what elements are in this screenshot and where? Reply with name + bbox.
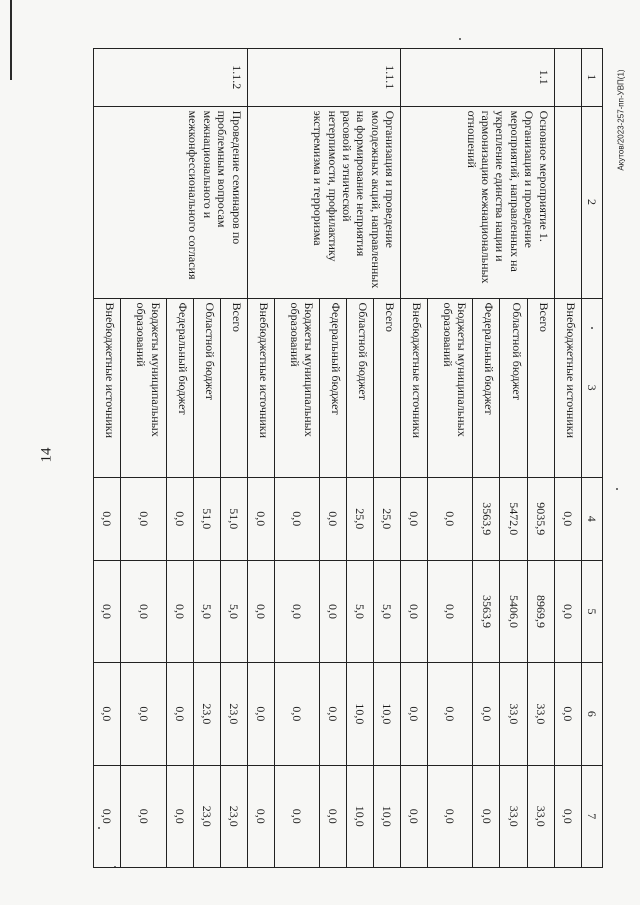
scan-edge-mark — [10, 0, 12, 80]
header-cell: 1 — [581, 49, 602, 107]
table-row — [220, 49, 247, 868]
header-cell: 4 — [581, 477, 602, 560]
funding-source-cell: Федеральный бюджет — [319, 298, 346, 477]
amount-cell: 0,0 — [554, 765, 581, 867]
amount-cell: 0,0 — [166, 477, 193, 560]
amount-cell: 10,0 — [374, 765, 401, 867]
header-cell: 7 — [581, 765, 602, 867]
amount-cell: 33,0 — [500, 765, 527, 867]
amount-cell: 33,0 — [527, 663, 554, 765]
amount-cell: 51,0 — [193, 477, 220, 560]
header-cell: 5 — [581, 560, 602, 662]
amount-cell: 0,0 — [247, 663, 274, 765]
amount-cell: 0,0 — [319, 560, 346, 662]
amount-cell: 0,0 — [121, 663, 166, 765]
activity-name-cell: Организация и проведение молодежных акций, направленных на формирование неприятия расовой и этнической нетерпимости, профилактику экстремизма и терроризма — [247, 106, 400, 298]
amount-cell: 3563,9 — [473, 560, 500, 662]
amount-cell: 0,0 — [473, 663, 500, 765]
table-row — [554, 49, 581, 868]
amount-cell: 0,0 — [401, 477, 428, 560]
amount-cell: 5,0 — [347, 560, 374, 662]
amount-cell: 0,0 — [274, 663, 319, 765]
funding-source-cell: Внебюджетные источники — [247, 298, 274, 477]
amount-cell: 0,0 — [428, 477, 473, 560]
amount-cell: 23,0 — [220, 663, 247, 765]
funding-source-cell: Областной бюджет — [500, 298, 527, 477]
table-header-row — [581, 49, 602, 868]
amount-cell: 0,0 — [428, 765, 473, 867]
funding-table — [93, 48, 603, 868]
amount-cell: 0,0 — [473, 765, 500, 867]
activity-name-cell: Проведение семинаров по проблемным вопросам межнационального и межконфессионального согласия — [94, 106, 248, 298]
amount-cell: 5406,0 — [500, 560, 527, 662]
activity-code-cell — [554, 49, 581, 107]
amount-cell: 51,0 — [220, 477, 247, 560]
amount-cell: 5472,0 — [500, 477, 527, 560]
activity-code-cell: 1.1.1 — [247, 49, 400, 107]
table-row — [527, 49, 554, 868]
activity-code-cell: 1.1 — [401, 49, 554, 107]
amount-cell: 3563,9 — [473, 477, 500, 560]
amount-cell: 0,0 — [554, 560, 581, 662]
amount-cell: 0,0 — [274, 765, 319, 867]
amount-cell: 10,0 — [347, 663, 374, 765]
funding-source-cell: Внебюджетные источники — [401, 298, 428, 477]
amount-cell: 0,0 — [166, 663, 193, 765]
funding-source-cell: Всего — [527, 298, 554, 477]
document-code: Акутов/2023-257-пп-УВП(1) — [616, 69, 626, 171]
amount-cell: 23,0 — [193, 663, 220, 765]
funding-source-cell: Федеральный бюджет — [166, 298, 193, 477]
amount-cell: 0,0 — [247, 477, 274, 560]
scan-speck — [459, 38, 461, 40]
amount-cell: 0,0 — [554, 663, 581, 765]
funding-source-cell: Федеральный бюджет — [473, 298, 500, 477]
amount-cell: 25,0 — [347, 477, 374, 560]
amount-cell: 0,0 — [554, 477, 581, 560]
header-cell: 2 — [581, 106, 602, 298]
amount-cell: 8969,9 — [527, 560, 554, 662]
funding-source-cell: Всего — [374, 298, 401, 477]
amount-cell: 0,0 — [401, 765, 428, 867]
scan-speck — [616, 488, 618, 490]
amount-cell: 10,0 — [374, 663, 401, 765]
amount-cell: 0,0 — [428, 560, 473, 662]
page-number: 14 — [38, 447, 55, 463]
amount-cell: 9035,9 — [527, 477, 554, 560]
amount-cell: 23,0 — [220, 765, 247, 867]
funding-source-cell: Областной бюджет — [193, 298, 220, 477]
activity-code-cell: 1.1.2 — [94, 49, 248, 107]
amount-cell: 5,0 — [374, 560, 401, 662]
funding-source-cell: Областной бюджет — [347, 298, 374, 477]
amount-cell: 0,0 — [319, 663, 346, 765]
funding-source-cell: Внебюджетные источники — [94, 298, 121, 477]
activity-name-cell — [554, 106, 581, 298]
amount-cell: 33,0 — [527, 765, 554, 867]
amount-cell: 0,0 — [166, 765, 193, 867]
funding-source-cell: Бюджеты муниципальных образований — [121, 298, 166, 477]
amount-cell: 23,0 — [193, 765, 220, 867]
amount-cell: 25,0 — [374, 477, 401, 560]
header-cell: 3 — [581, 298, 602, 477]
amount-cell: 0,0 — [94, 560, 121, 662]
amount-cell: 10,0 — [347, 765, 374, 867]
table-row — [374, 49, 401, 868]
amount-cell: 0,0 — [274, 477, 319, 560]
activity-name-cell: Основное мероприятие 1. Организация и проведение мероприятий, направленных на укрепление единства нации и гармонизацию межнациональных отношений — [401, 106, 554, 298]
amount-cell: 0,0 — [94, 663, 121, 765]
amount-cell: 0,0 — [274, 560, 319, 662]
amount-cell: 0,0 — [121, 477, 166, 560]
amount-cell: 0,0 — [121, 560, 166, 662]
amount-cell: 0,0 — [247, 560, 274, 662]
funding-source-cell: Бюджеты муниципальных образований — [274, 298, 319, 477]
amount-cell: 0,0 — [401, 560, 428, 662]
amount-cell: 0,0 — [401, 663, 428, 765]
amount-cell: 0,0 — [121, 765, 166, 867]
amount-cell: 5,0 — [220, 560, 247, 662]
rotated-table-container — [93, 48, 603, 868]
funding-source-cell: Внебюджетные источники — [554, 298, 581, 477]
funding-source-cell: Бюджеты муниципальных образований — [428, 298, 473, 477]
amount-cell: 0,0 — [319, 477, 346, 560]
amount-cell: 33,0 — [500, 663, 527, 765]
amount-cell: 0,0 — [247, 765, 274, 867]
funding-source-cell: Всего — [220, 298, 247, 477]
amount-cell: 0,0 — [94, 477, 121, 560]
amount-cell: 0,0 — [319, 765, 346, 867]
amount-cell: 0,0 — [166, 560, 193, 662]
amount-cell: 5,0 — [193, 560, 220, 662]
amount-cell: 0,0 — [94, 765, 121, 867]
header-cell: 6 — [581, 663, 602, 765]
amount-cell: 0,0 — [428, 663, 473, 765]
